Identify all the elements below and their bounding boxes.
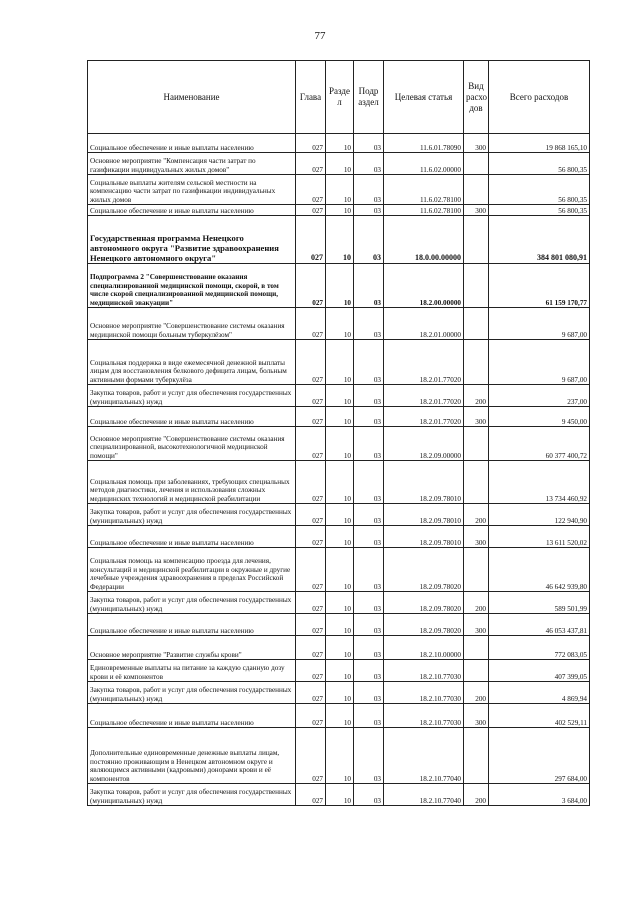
table-row (88, 340, 590, 385)
row-target: 18.2.01.00000 (384, 308, 464, 340)
row-name: Социальная поддержка в виде ежемесячной денежной выплаты лицам для восстановления белкового дефицита лицам, больным активными формами туберкулёза (88, 340, 296, 385)
row-razdel: 10 (326, 407, 354, 427)
row-podrazdel: 03 (354, 308, 384, 340)
row-name: Подпрограмма 2 "Совершенствование оказания специализированной медицинской помощи, скорой, в том числе скорой специализированной медицинской помощи, медицинской эвакуации" (88, 264, 296, 308)
row-podrazdel: 03 (354, 784, 384, 806)
table-row (88, 216, 590, 264)
row-name: Единовременные выплаты на питание за каждую сданную дозу крови и её компонентов (88, 660, 296, 682)
row-vid (464, 340, 489, 385)
header-name: Наименование (88, 61, 296, 134)
row-podrazdel: 03 (354, 340, 384, 385)
header-podrazdel: Подр аздел (354, 61, 384, 134)
row-podrazdel: 03 (354, 526, 384, 548)
row-name: Закупка товаров, работ и услуг для обеспечения государственных (муниципальных) нужд (88, 682, 296, 704)
row-podrazdel: 03 (354, 461, 384, 504)
table-row (88, 153, 590, 175)
row-podrazdel: 03 (354, 682, 384, 704)
row-podrazdel: 03 (354, 216, 384, 264)
row-glava: 027 (296, 784, 326, 806)
row-razdel: 10 (326, 548, 354, 592)
budget-table (87, 60, 590, 806)
row-glava: 027 (296, 385, 326, 407)
row-vid: 300 (464, 407, 489, 427)
row-vid: 300 (464, 704, 489, 728)
row-total: 61 159 170,77 (489, 264, 590, 308)
row-vid: 300 (464, 526, 489, 548)
row-glava: 027 (296, 461, 326, 504)
row-podrazdel: 03 (354, 704, 384, 728)
row-razdel: 10 (326, 784, 354, 806)
row-name: Закупка товаров, работ и услуг для обеспечения государственных (муниципальных) нужд (88, 504, 296, 526)
row-name: Социальное обеспечение и иные выплаты населению (88, 614, 296, 636)
row-razdel: 10 (326, 134, 354, 153)
row-name: Закупка товаров, работ и услуг для обеспечения государственных (муниципальных) нужд (88, 784, 296, 806)
header-razdel: Разде л (326, 61, 354, 134)
row-glava: 027 (296, 704, 326, 728)
row-vid: 200 (464, 784, 489, 806)
row-podrazdel: 03 (354, 264, 384, 308)
table-row (88, 134, 590, 153)
row-glava: 027 (296, 264, 326, 308)
row-name: Основное мероприятие "Развитие службы крови" (88, 636, 296, 660)
row-target: 18.2.09.78020 (384, 592, 464, 614)
row-name: Социальное обеспечение и иные выплаты населению (88, 526, 296, 548)
row-target: 18.2.09.78020 (384, 548, 464, 592)
row-total: 19 868 165,10 (489, 134, 590, 153)
table-row (88, 660, 590, 682)
row-name: Социальное обеспечение и иные выплаты населению (88, 407, 296, 427)
row-total: 407 399,05 (489, 660, 590, 682)
row-target: 18.2.09.00000 (384, 427, 464, 461)
row-name: Социальные выплаты жителям сельской местности на компенсацию части затрат по газификации индивидуальных жилых домов (88, 175, 296, 205)
row-vid (464, 461, 489, 504)
row-target: 18.2.01.77020 (384, 385, 464, 407)
row-target: 18.2.00.00000 (384, 264, 464, 308)
row-target: 18.2.01.77020 (384, 340, 464, 385)
table-row (88, 636, 590, 660)
row-target: 18.2.10.77030 (384, 704, 464, 728)
table-row (88, 175, 590, 205)
row-podrazdel: 03 (354, 427, 384, 461)
row-razdel: 10 (326, 526, 354, 548)
row-target: 18.2.09.78010 (384, 526, 464, 548)
row-glava: 027 (296, 205, 326, 216)
header-vid: Вид расхо дов (464, 61, 489, 134)
row-total: 46 642 939,80 (489, 548, 590, 592)
row-glava: 027 (296, 308, 326, 340)
row-vid (464, 728, 489, 784)
row-podrazdel: 03 (354, 636, 384, 660)
table-row (88, 614, 590, 636)
row-vid (464, 175, 489, 205)
row-podrazdel: 03 (354, 153, 384, 175)
table-row (88, 264, 590, 308)
row-podrazdel: 03 (354, 592, 384, 614)
row-glava: 027 (296, 427, 326, 461)
row-vid: 200 (464, 385, 489, 407)
row-glava: 027 (296, 728, 326, 784)
row-podrazdel: 03 (354, 134, 384, 153)
table-row (88, 682, 590, 704)
row-podrazdel: 03 (354, 504, 384, 526)
row-name: Социальное обеспечение и иные выплаты населению (88, 134, 296, 153)
row-target: 18.2.10.00000 (384, 636, 464, 660)
row-vid (464, 216, 489, 264)
row-name: Закупка товаров, работ и услуг для обеспечения государственных (муниципальных) нужд (88, 592, 296, 614)
row-podrazdel: 03 (354, 385, 384, 407)
row-razdel: 10 (326, 704, 354, 728)
table-row (88, 427, 590, 461)
row-razdel: 10 (326, 427, 354, 461)
row-vid (464, 308, 489, 340)
row-podrazdel: 03 (354, 660, 384, 682)
row-total: 402 529,11 (489, 704, 590, 728)
row-glava: 027 (296, 548, 326, 592)
row-vid (464, 636, 489, 660)
row-target: 18.2.10.77030 (384, 660, 464, 682)
row-total: 589 501,99 (489, 592, 590, 614)
table-row (88, 784, 590, 806)
row-target: 18.2.10.77040 (384, 728, 464, 784)
row-target: 18.0.00.00000 (384, 216, 464, 264)
row-glava: 027 (296, 134, 326, 153)
table-row (88, 205, 590, 216)
row-glava: 027 (296, 660, 326, 682)
row-glava: 027 (296, 592, 326, 614)
row-total: 56 800,35 (489, 153, 590, 175)
row-vid: 200 (464, 592, 489, 614)
table-row (88, 728, 590, 784)
row-razdel: 10 (326, 175, 354, 205)
row-total: 13 611 520,02 (489, 526, 590, 548)
row-glava: 027 (296, 682, 326, 704)
row-razdel: 10 (326, 216, 354, 264)
table-row (88, 548, 590, 592)
row-glava: 027 (296, 216, 326, 264)
row-vid (464, 660, 489, 682)
row-total: 9 687,00 (489, 308, 590, 340)
row-total: 3 684,00 (489, 784, 590, 806)
row-razdel: 10 (326, 592, 354, 614)
row-total: 60 377 400,72 (489, 427, 590, 461)
row-vid: 300 (464, 614, 489, 636)
row-total: 237,00 (489, 385, 590, 407)
table-row (88, 385, 590, 407)
table-row (88, 704, 590, 728)
row-target: 18.2.09.78020 (384, 614, 464, 636)
row-total: 384 801 080,91 (489, 216, 590, 264)
row-vid: 200 (464, 682, 489, 704)
row-razdel: 10 (326, 728, 354, 784)
row-name: Основное мероприятие "Совершенствование системы оказания медицинской помощи больным туберкулёзом" (88, 308, 296, 340)
row-name: Социальная помощь на компенсацию проезда для лечения, консультаций и медицинской реабилитации в окружные и другие лечебные учреждения здравоохранения в пределах Российской Федерации (88, 548, 296, 592)
table-row (88, 526, 590, 548)
table-row (88, 592, 590, 614)
row-razdel: 10 (326, 264, 354, 308)
row-vid (464, 153, 489, 175)
table-row (88, 407, 590, 427)
row-total: 46 053 437,81 (489, 614, 590, 636)
row-podrazdel: 03 (354, 175, 384, 205)
row-glava: 027 (296, 175, 326, 205)
row-vid (464, 548, 489, 592)
row-target: 11.6.02.00000 (384, 153, 464, 175)
row-razdel: 10 (326, 385, 354, 407)
row-razdel: 10 (326, 461, 354, 504)
row-target: 18.2.10.77040 (384, 784, 464, 806)
row-name: Закупка товаров, работ и услуг для обеспечения государственных (муниципальных) нужд (88, 385, 296, 407)
row-target: 18.2.09.78010 (384, 461, 464, 504)
row-podrazdel: 03 (354, 614, 384, 636)
row-total: 772 083,05 (489, 636, 590, 660)
row-target: 18.2.10.77030 (384, 682, 464, 704)
row-vid (464, 427, 489, 461)
row-podrazdel: 03 (354, 407, 384, 427)
row-vid: 300 (464, 134, 489, 153)
row-glava: 027 (296, 504, 326, 526)
row-razdel: 10 (326, 614, 354, 636)
header-total: Всего расходов (489, 61, 590, 134)
table-row (88, 504, 590, 526)
row-podrazdel: 03 (354, 548, 384, 592)
header-row (88, 61, 590, 134)
row-podrazdel: 03 (354, 205, 384, 216)
row-target: 18.2.01.77020 (384, 407, 464, 427)
row-glava: 027 (296, 526, 326, 548)
row-razdel: 10 (326, 308, 354, 340)
row-vid: 300 (464, 205, 489, 216)
row-total: 9 687,00 (489, 340, 590, 385)
table-row (88, 461, 590, 504)
row-total: 297 684,00 (489, 728, 590, 784)
row-name: Социальное обеспечение и иные выплаты населению (88, 704, 296, 728)
row-razdel: 10 (326, 153, 354, 175)
row-razdel: 10 (326, 205, 354, 216)
row-total: 122 940,90 (489, 504, 590, 526)
header-target: Целевая статья (384, 61, 464, 134)
row-razdel: 10 (326, 660, 354, 682)
table-body (88, 134, 590, 806)
row-vid (464, 264, 489, 308)
row-glava: 027 (296, 153, 326, 175)
row-total: 9 450,00 (489, 407, 590, 427)
header-glava: Глава (296, 61, 326, 134)
row-razdel: 10 (326, 504, 354, 526)
row-name: Государственная программа Ненецкого автономного округа "Развитие здравоохранения Ненецкого автономного округа" (88, 216, 296, 264)
row-vid: 200 (464, 504, 489, 526)
row-target: 11.6.02.78100 (384, 175, 464, 205)
row-total: 56 800,35 (489, 175, 590, 205)
table-row (88, 308, 590, 340)
row-total: 56 800,35 (489, 205, 590, 216)
row-name: Дополнительные единовременные денежные выплаты лицам, постоянно проживающим в Ненецком автономном округе и являющимся активными (кадровыми) донорами крови и её компонентов (88, 728, 296, 784)
row-name: Социальное обеспечение и иные выплаты населению (88, 205, 296, 216)
row-glava: 027 (296, 407, 326, 427)
row-razdel: 10 (326, 340, 354, 385)
row-podrazdel: 03 (354, 728, 384, 784)
row-total: 13 734 460,92 (489, 461, 590, 504)
row-name: Основное мероприятие "Совершенствование системы оказания специализированной, высокотехнологичной медицинской помощи" (88, 427, 296, 461)
page-number: 77 (314, 30, 326, 42)
row-target: 11.6.02.78100 (384, 205, 464, 216)
row-name: Основное мероприятие "Компенсация части затрат по газификации индивидуальных жилых домов" (88, 153, 296, 175)
row-target: 11.6.01.78090 (384, 134, 464, 153)
row-target: 18.2.09.78010 (384, 504, 464, 526)
row-glava: 027 (296, 636, 326, 660)
row-razdel: 10 (326, 682, 354, 704)
row-total: 4 869,94 (489, 682, 590, 704)
row-razdel: 10 (326, 636, 354, 660)
row-glava: 027 (296, 340, 326, 385)
row-name: Социальная помощь при заболеваниях, требующих специальных методов диагностики, лечения и использования сложных медицинских технологий и медицинской реабилитации (88, 461, 296, 504)
row-glava: 027 (296, 614, 326, 636)
